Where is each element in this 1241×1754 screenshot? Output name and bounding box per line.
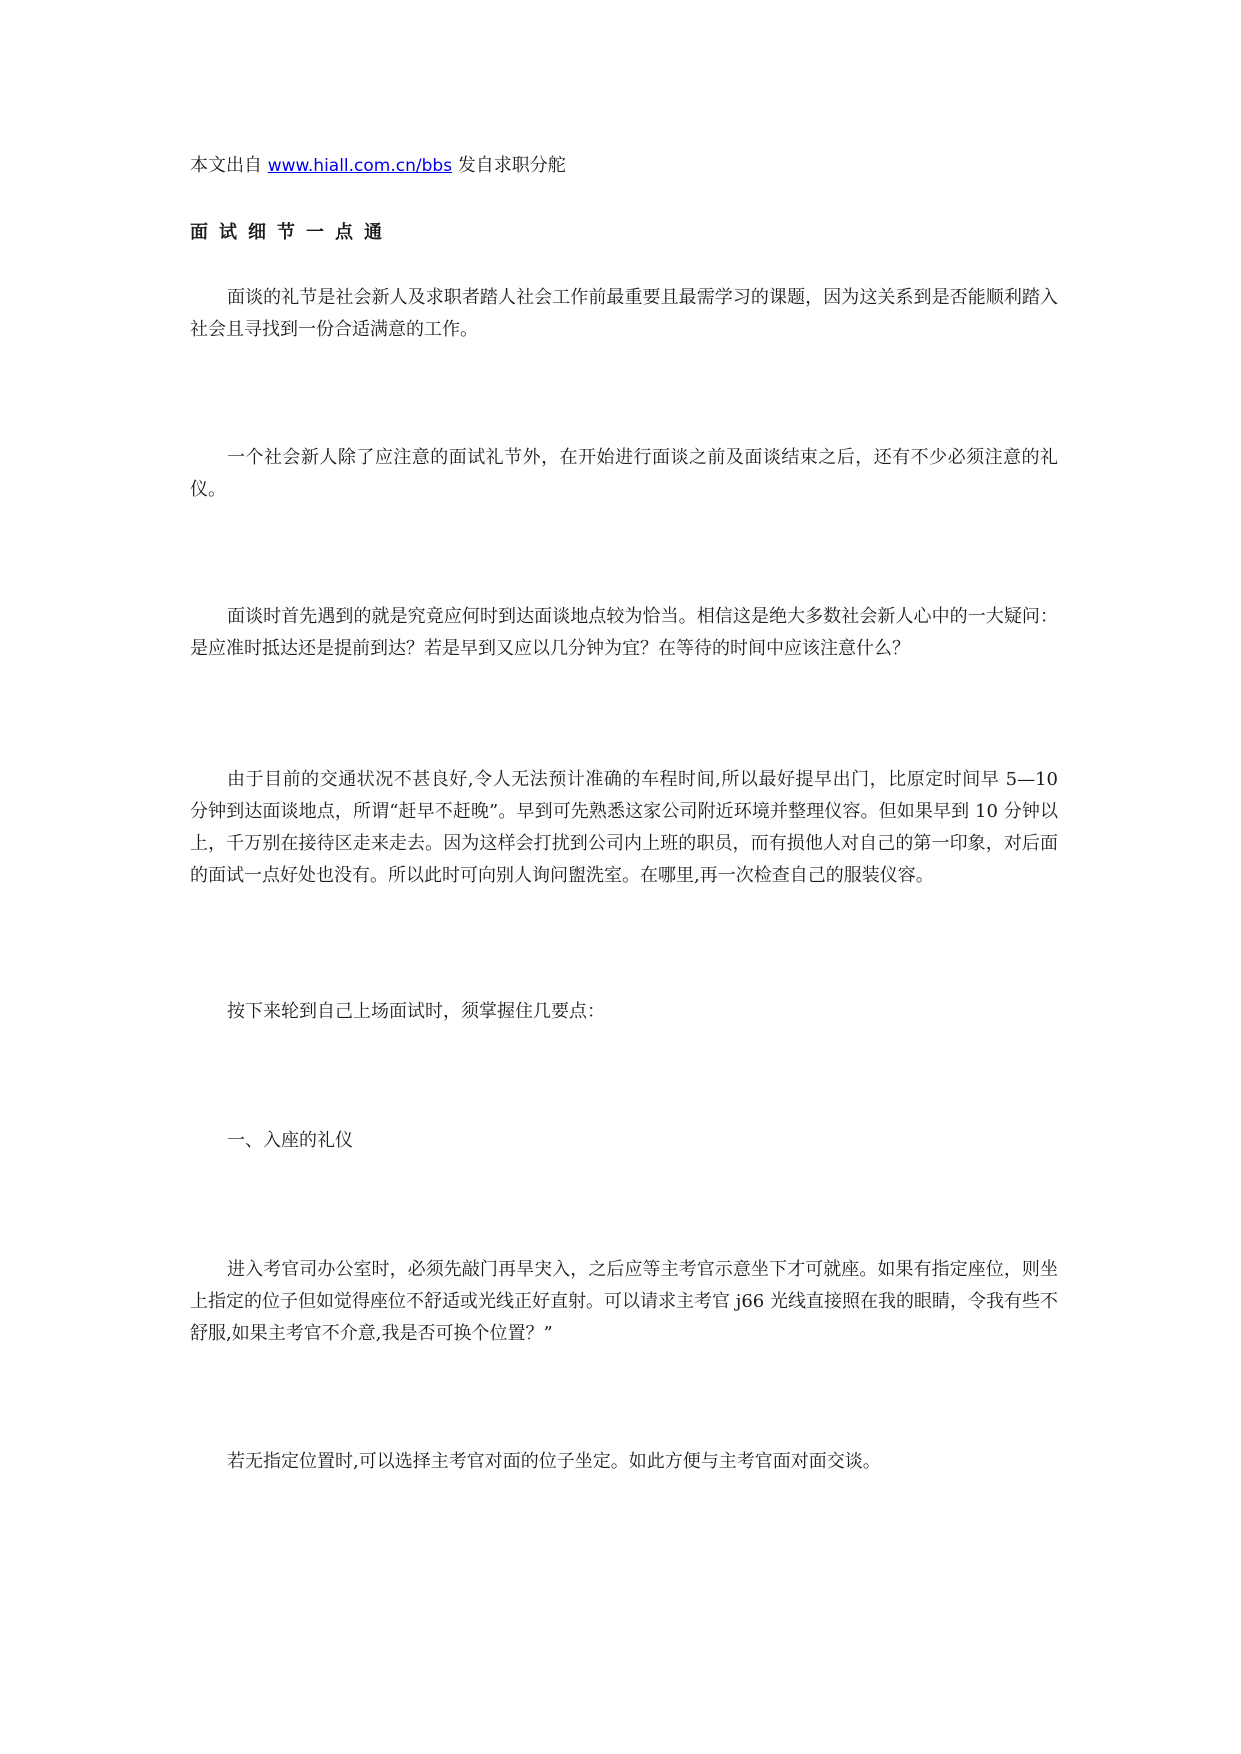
paragraph: 由于目前的交通状况不甚良好,令人无法预计准确的车程时间,所以最好提早出门，比原定时间早 5—10 分钟到达面谈地点，所谓“赶早不赶晚”。早到可先熟悉这家公司附近环境并整理仪容。但如果早到 10 分钟以上，千万别在接待区走来走去。因为这样会打扰到公司内上班的职员，而有损他人对自己的第一印象，对后面的面试一点好处也没有。所以此时可向别人询问盥洗室。在哪里,再一次检查自己的服装仪容。: [190, 769, 1058, 886]
source-prefix: 本文出自: [190, 155, 262, 176]
paragraph: 一个社会新人除了应注意的面试礼节外，在开始进行面谈之前及面谈结束之后，还有不少必须注意的礼仪。: [190, 447, 1058, 500]
source-line: [190, 151, 566, 181]
source-suffix: 发自求职分舵: [457, 155, 566, 176]
page-title: 面试细节一点通: [190, 222, 393, 243]
paragraph: 面谈时首先遇到的就是究竟应何时到达面谈地点较为恰当。相信这是绝大多数社会新人心中的一大疑问：是应准时抵达还是提前到达？若是早到又应以几分钟为宜？在等待的时间中应该注意什么？: [190, 606, 1058, 659]
section-heading: 一、入座的礼仪: [227, 1130, 353, 1151]
paragraph: 面谈的礼节是社会新人及求职者踏人社会工作前最重要且最需学习的课题，因为这关系到是否能顺利踏入社会且寻找到一份合适满意的工作。: [190, 287, 1058, 340]
paragraph: 按下来轮到自己上场面试时，须掌握住几要点：: [227, 1001, 605, 1022]
paragraph: 进入考官司办公室时，必须先敲门再旱宊入，之后应等主考官示意坐下才可就座。如果有指定座位，则坐上指定的位子但如觉得座位不舒适或光线正好直射。可以请求主考官 j66 光线直接照在我的眼睛，令我有些不舒服,如果主考官不介意,我是否可换个位置？”: [190, 1259, 1058, 1344]
paragraph: 若无指定位置时,可以选择主考官对面的位子坐定。如此方便与主考官面对面交谈。: [227, 1451, 881, 1472]
source-link[interactable]: www.hiall.com.cn/bbs: [267, 156, 453, 176]
